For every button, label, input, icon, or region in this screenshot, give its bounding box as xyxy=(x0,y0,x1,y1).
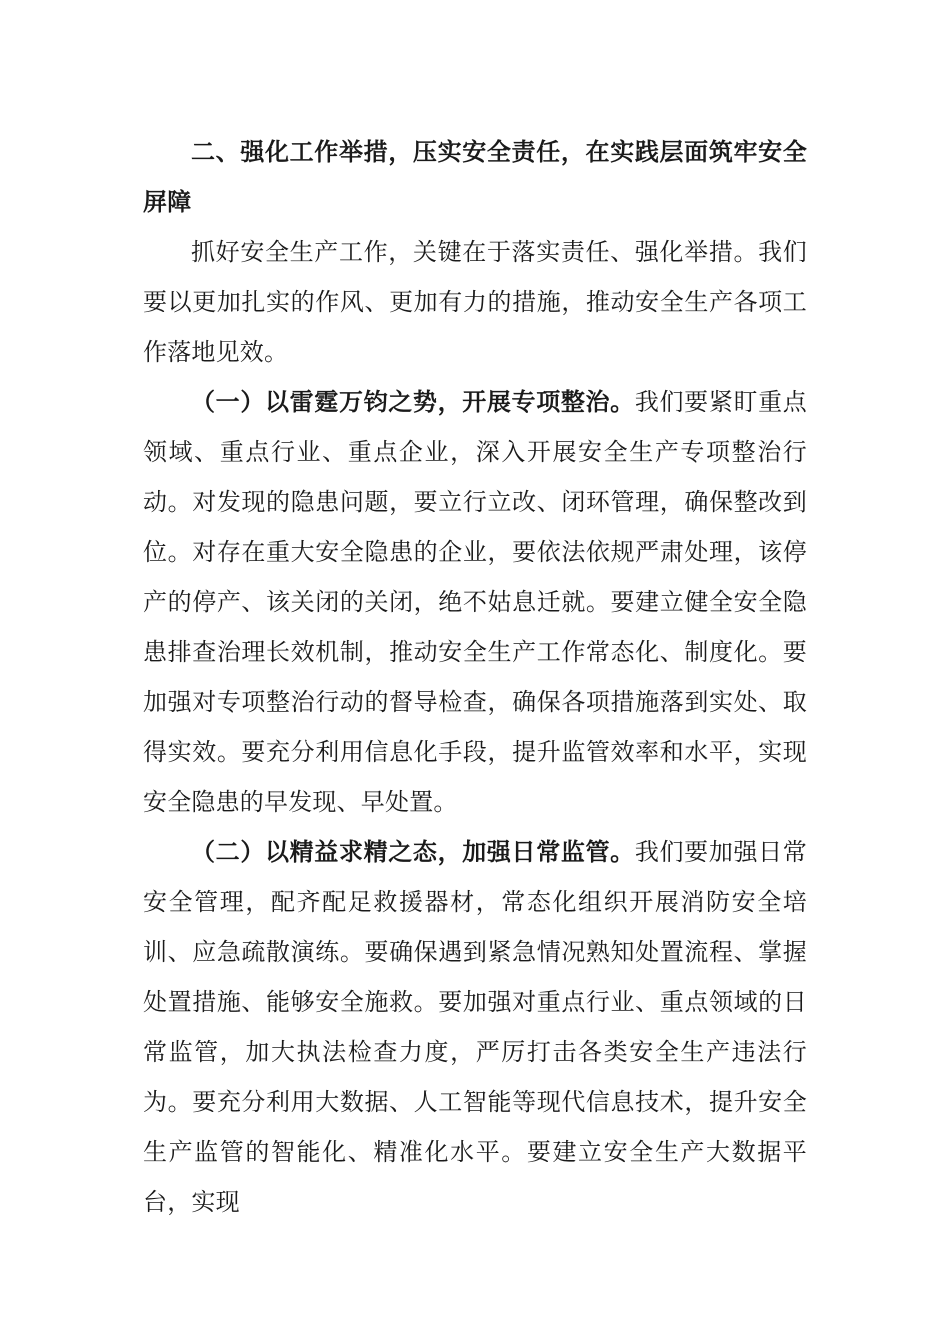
section-paragraph-2 xyxy=(143,827,807,1227)
section-heading: 二、强化工作举措，压实安全责任，在实践层面筑牢安全屏障 xyxy=(143,138,807,216)
section-paragraph-1 xyxy=(143,377,807,827)
section-lead-1: （一）以雷霆万钧之势，开展专项整治。 xyxy=(191,388,635,416)
section-body-1: 我们要紧盯重点领域、重点行业、重点企业，深入开展安全生产专项整治行动。对发现的隐患问题，要立行立改、闭环管理，确保整改到位。对存在重大安全隐患的企业，要依法依规严肃处理，该停产的停产、该关闭的关闭，绝不姑息迁就。要建立健全安全隐患排查治理长效机制，推动安全生产工作常态化、制度化。要加强对专项整治行动的督导检查，确保各项措施落到实处、取得实效。要充分利用信息化手段，提升监管效率和水平，实现安全隐患的早发现、早处置。 xyxy=(143,388,807,816)
section-body-2: 我们要加强日常安全管理，配齐配足救援器材，常态化组织开展消防安全培训、应急疏散演练。要确保遇到紧急情况熟知处置流程、掌握处置措施、能够安全施救。要加强对重点行业、重点领域的日常监管，加大执法检查力度，严厉打击各类安全生产违法行为。要充分利用大数据、人工智能等现代信息技术，提升安全生产监管的智能化、精准化水平。要建立安全生产大数据平台，实现 xyxy=(143,838,807,1216)
intro-paragraph: 抓好安全生产工作，关键在于落实责任、强化举措。我们要以更加扎实的作风、更加有力的措施，推动安全生产各项工作落地见效。 xyxy=(143,238,807,366)
section-lead-2: （二）以精益求精之态，加强日常监管。 xyxy=(191,838,635,866)
document-body xyxy=(143,127,807,1227)
